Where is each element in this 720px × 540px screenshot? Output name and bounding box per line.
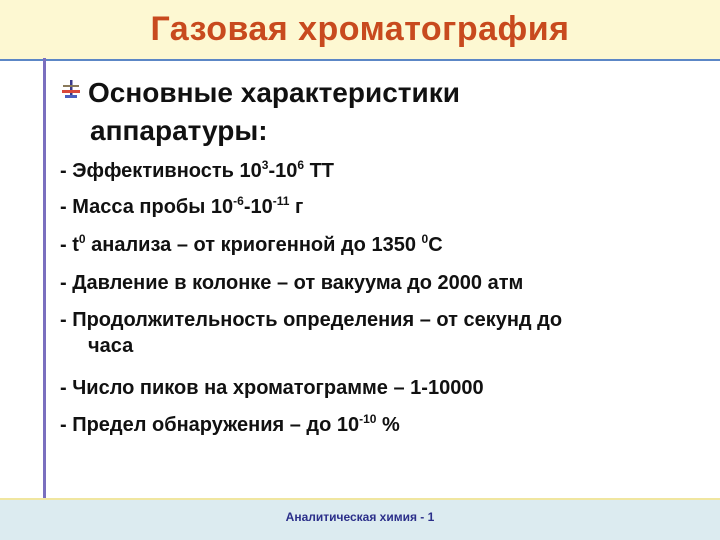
- section-heading: [88, 74, 648, 150]
- heading-line-1: Основные характеристики: [88, 77, 460, 108]
- heading-line-2: аппаратуры:: [90, 115, 268, 146]
- bullet-icon: [61, 80, 81, 102]
- list-item-duration: - Продолжительность определения – от секунд до часа: [60, 309, 563, 357]
- list-item-temperature: - $t^0$ анализа – от криогенной до 1350 $^0$С: [60, 232, 443, 256]
- left-divider: [43, 58, 46, 508]
- list-item-sample-mass: - Масса пробы $10^{-6}-10^{-11}$ г: [60, 194, 304, 218]
- list-item-detection-limit: - Предел обнаружения – до $10^{-10}$ %: [60, 412, 400, 436]
- list-item-pressure: - Давление в колонке – от вакуума до 2000 атм: [60, 272, 524, 294]
- list-item-efficiency: - Эффективность $10^3-10^6$ ТТ: [60, 158, 335, 182]
- footer-text: Аналитическая химия - 1: [285, 510, 435, 524]
- list-item-peak-count: - Число пиков на хроматограмме – 1-10000: [60, 377, 484, 399]
- slide-title: Газовая хроматография: [150, 10, 570, 48]
- title-divider: [0, 59, 720, 61]
